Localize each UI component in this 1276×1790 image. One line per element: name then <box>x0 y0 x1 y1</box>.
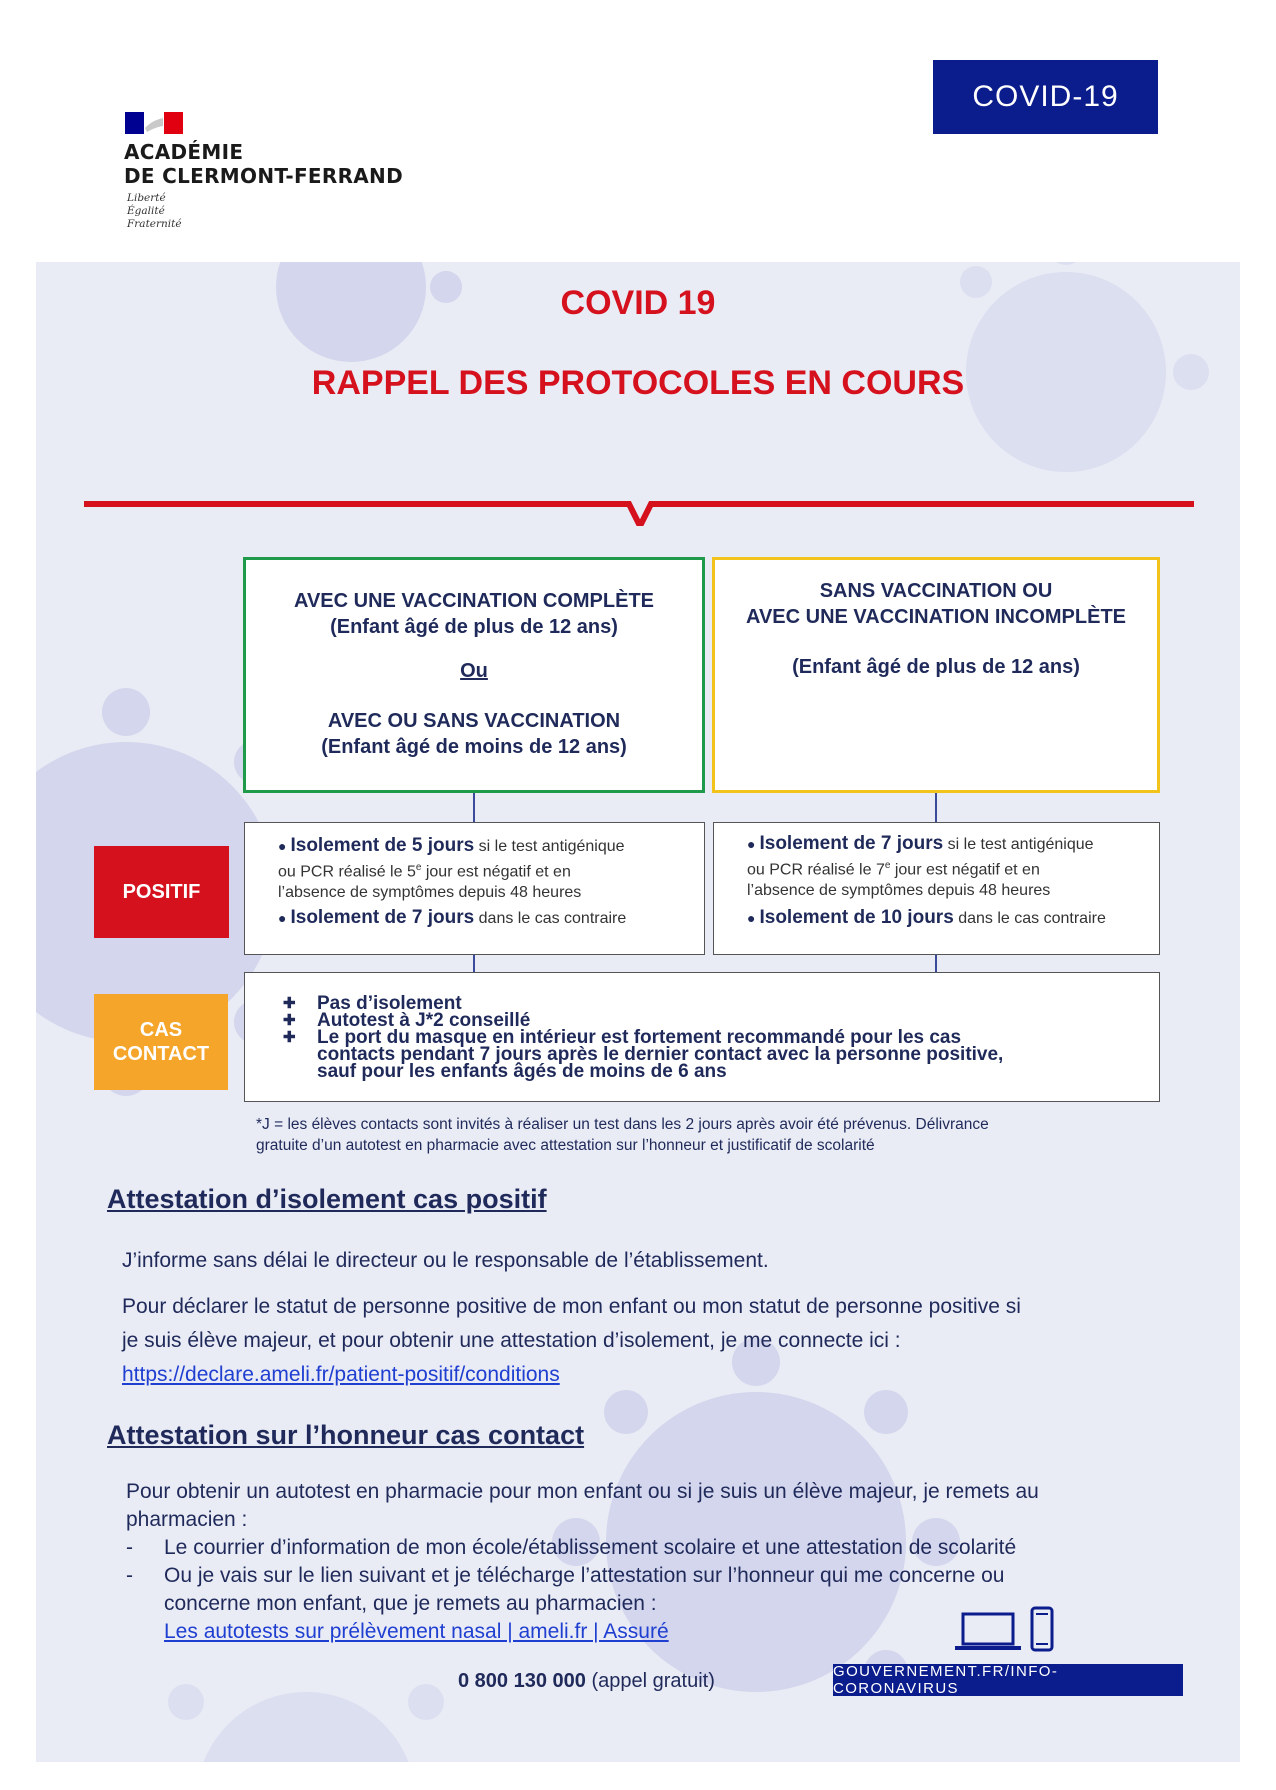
positif-right-b2-bold: Isolement de 10 jours <box>759 907 954 929</box>
column-left-or: Ou <box>460 660 488 682</box>
positif-left-b1-bold: Isolement de 5 jours <box>290 835 475 856</box>
section2-item2-line2: concerne mon enfant, que je remets au pharmacien : <box>164 1592 657 1615</box>
connector-line <box>935 793 937 822</box>
positif-right-line2b: jour est négatif et en <box>890 861 1040 879</box>
footnote-line1: *J = les élèves contacts sont invités à réaliser un test dans les 2 jours après avoir été prévenus. Délivrance <box>256 1116 989 1133</box>
positif-left-line2b: jour est négatif et en <box>421 863 571 881</box>
divider-chevron <box>84 486 1194 526</box>
marianne-flag-icon <box>125 112 183 134</box>
smartphone-icon <box>1030 1606 1054 1652</box>
positif-left-line3: l’absence de symptômes depuis 48 heures <box>278 884 582 902</box>
ameli-autotest-link[interactable]: Les autotests sur prélèvement nasal | ameli.fr | Assuré <box>164 1620 669 1643</box>
gouvernement-banner[interactable]: GOUVERNEMENT.FR/INFO-CORONAVIRUS <box>833 1664 1183 1696</box>
positif-left-bullet2 <box>278 907 704 929</box>
academy-line2: DE CLERMONT-FERRAND <box>124 164 404 188</box>
cas-contact-line2: CONTACT <box>112 1043 210 1065</box>
dash-bullet: - <box>126 1564 133 1587</box>
academy-name <box>124 140 403 188</box>
positif-left-sup: e <box>415 862 422 873</box>
positif-right-b2-rest: dans le cas contraire <box>953 910 1106 928</box>
positif-right-b1-rest: si le test antigénique <box>943 836 1094 853</box>
positif-right-bullet2 <box>747 907 1159 929</box>
positif-right-line2a: ou PCR réalisé le 7 <box>747 861 885 879</box>
bullet-dot-icon: ● <box>278 838 287 854</box>
column-left-line1: AVEC UNE VACCINATION COMPLÈTE <box>293 590 654 612</box>
positif-right-b1-bold: Isolement de 7 jours <box>759 833 944 854</box>
phone-number-note: (appel gratuit) <box>585 1670 715 1692</box>
positif-left-b2-bold: Isolement de 7 jours <box>290 907 475 929</box>
covid-badge: COVID-19 <box>933 60 1158 134</box>
footnote-line2: gratuite d’un autotest en pharmacie avec attestation sur l’honneur et justificatif de scolarité <box>256 1137 875 1154</box>
contact-item-text: Pas d’isolement <box>317 993 462 1014</box>
phone-number <box>458 1670 715 1693</box>
academy-line1: ACADÉMIE <box>124 140 244 164</box>
contact-item3-cont2: sauf pour les enfants âgés de moins de 6 ans <box>317 1061 727 1082</box>
page-subtitle: RAPPEL DES PROTOCOLES EN COURS <box>311 364 965 402</box>
contact-item3-cont1: contacts pendant 7 jours après le dernier contact avec la personne positive, <box>317 1044 1004 1065</box>
cas-contact-line1: CAS <box>139 1019 183 1041</box>
list-item-text: Ou je vais sur le lien suivant et je télécharge l’attestation sur l’honneur qui me concerne ou <box>164 1564 1005 1587</box>
positif-vaccinated-box <box>244 822 705 955</box>
republic-motto <box>127 192 182 231</box>
bullet-dot-icon: ● <box>747 910 756 927</box>
list-item-text: Le courrier d’information de mon école/établissement scolaire et une attestation de scolarité <box>164 1536 1017 1559</box>
positif-right-sup: e <box>884 860 891 871</box>
positif-left-line2a: ou PCR réalisé le 5 <box>278 863 416 881</box>
column-left-line3: AVEC OU SANS VACCINATION <box>327 710 621 732</box>
connector-line <box>473 793 475 822</box>
motto-egalite: Égalité <box>127 205 165 217</box>
motto-liberte: Liberté <box>127 192 166 204</box>
section-heading-positif: Attestation d’isolement cas positif <box>107 1184 547 1214</box>
cross-bullet-icon: ✚ <box>283 995 296 1012</box>
connector-line <box>935 955 937 972</box>
section1-p2-line2: je suis élève majeur, et pour obtenir une attestation d’isolement, je me connecte ici : <box>122 1329 901 1352</box>
positif-unvaccinated-box <box>713 822 1160 955</box>
positif-left-b1-rest: si le test antigénique <box>474 838 625 855</box>
motto-fraternite: Fraternité <box>127 218 182 230</box>
column-unvaccinated <box>712 557 1160 793</box>
contact-item-text: Autotest à J*2 conseillé <box>317 1010 531 1031</box>
cas-contact-box <box>244 972 1160 1102</box>
column-left-line2: (Enfant âgé de plus de 12 ans) <box>330 616 618 638</box>
section1-paragraph2 <box>122 1290 1021 1392</box>
connector-line <box>473 955 475 972</box>
bullet-dot-icon: ● <box>278 910 287 927</box>
dash-bullet: - <box>126 1536 133 1559</box>
cross-bullet-icon: ✚ <box>283 1012 296 1029</box>
positif-right-line2 <box>747 855 1159 880</box>
section2-intro-line2: pharmacien : <box>126 1508 248 1531</box>
laptop-icon <box>955 1612 1021 1652</box>
section2-intro-line1: Pour obtenir un autotest en pharmacie pour mon enfant ou si je suis un élève majeur, je remets au <box>126 1480 1039 1503</box>
cas-contact-label <box>94 994 228 1090</box>
page-title: COVID 19 <box>560 284 716 322</box>
footnote <box>256 1114 1136 1156</box>
positif-right-bullet1 <box>747 833 1159 855</box>
positif-left-b2-rest: dans le cas contraire <box>474 910 627 928</box>
contact-item-text: Le port du masque en intérieur est fortement recommandé pour les cas <box>317 1027 962 1048</box>
list-item <box>126 1562 1136 1590</box>
list-item <box>126 1534 1136 1562</box>
cross-bullet-icon: ✚ <box>283 1029 296 1046</box>
section1-p2-line1: Pour déclarer le statut de personne positive de mon enfant ou mon statut de personne positive si <box>122 1295 1021 1318</box>
virus-decoration-icon <box>146 1642 466 1762</box>
phone-number-bold: 0 800 130 000 <box>458 1670 586 1692</box>
section1-paragraph1: J’informe sans délai le directeur ou le responsable de l’établissement. <box>122 1249 769 1272</box>
bullet-dot-icon: ● <box>747 836 756 852</box>
column-left-line4: (Enfant âgé de moins de 12 ans) <box>321 736 627 758</box>
section-heading-contact: Attestation sur l’honneur cas contact <box>107 1420 585 1450</box>
ameli-declare-link[interactable]: https://declare.ameli.fr/patient-positif/conditions <box>122 1363 560 1386</box>
positif-left-line2 <box>278 857 704 882</box>
positif-right-line3: l’absence de symptômes depuis 48 heures <box>747 882 1051 900</box>
column-right-line3: (Enfant âgé de plus de 12 ans) <box>792 656 1080 678</box>
column-right-line2: AVEC UNE VACCINATION INCOMPLÈTE <box>745 606 1126 628</box>
positif-left-bullet1 <box>278 835 704 857</box>
positif-label: POSITIF <box>94 846 229 938</box>
column-vaccinated <box>243 557 705 793</box>
column-right-line1: SANS VACCINATION OU <box>819 580 1053 602</box>
